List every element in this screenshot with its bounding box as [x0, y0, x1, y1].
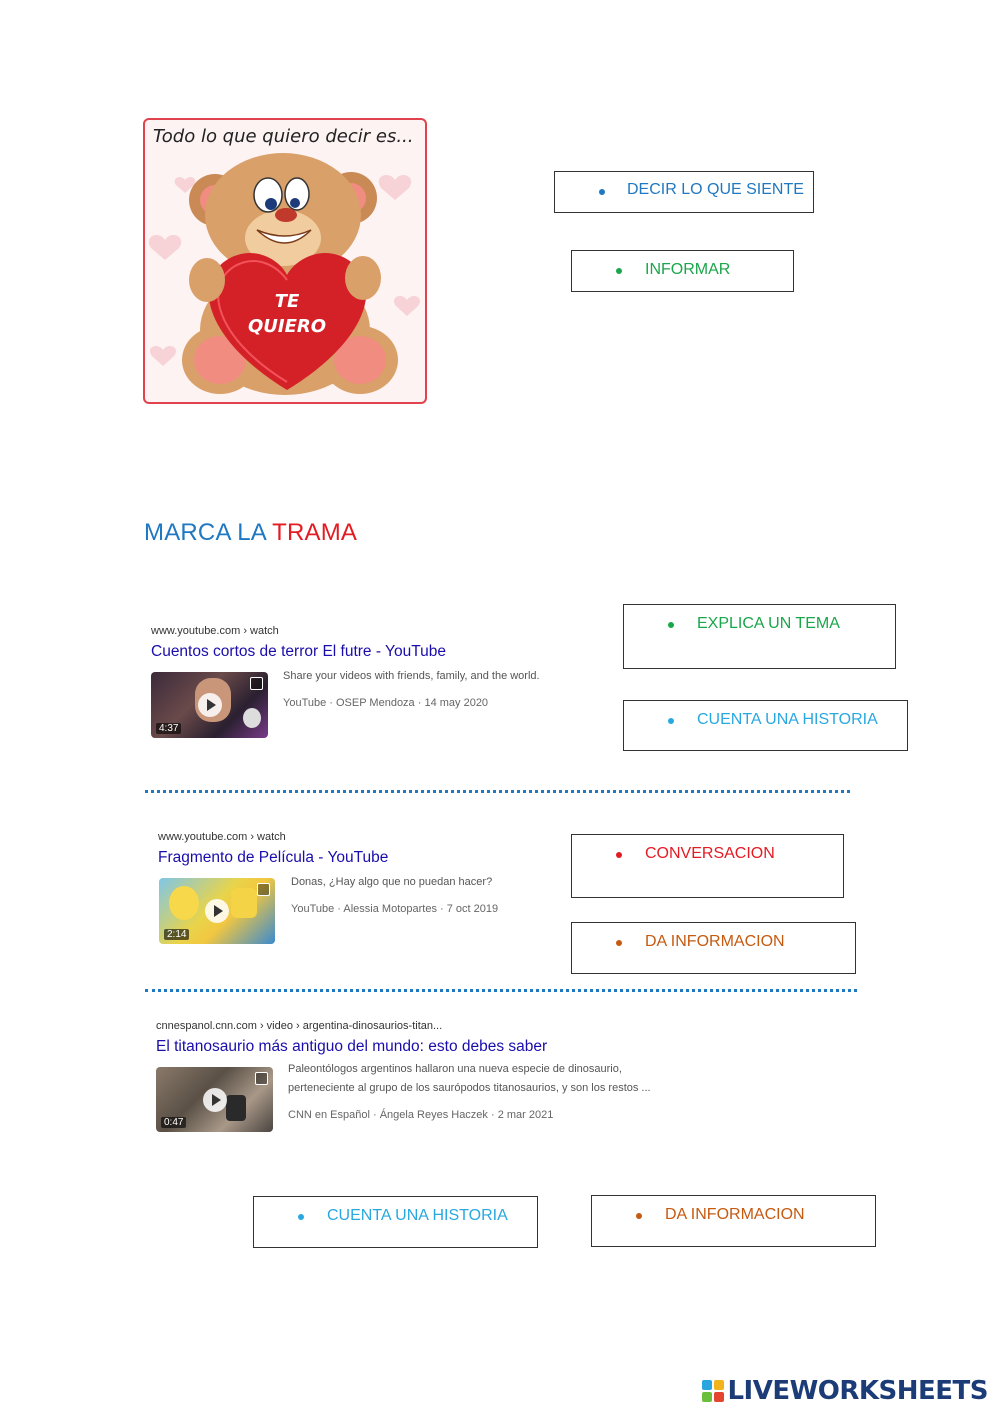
play-icon [205, 899, 229, 923]
option-da-informacion-2[interactable] [591, 1195, 876, 1247]
bullet-icon [636, 1213, 642, 1219]
result-title-link[interactable]: El titanosaurio más antiguo del mundo: esto debes saber [156, 1038, 548, 1055]
video-duration: 2:14 [164, 929, 189, 940]
liveworksheets-logo-icon [702, 1380, 724, 1402]
option-cuenta-una-historia[interactable] [623, 700, 908, 751]
video-duration: 4:37 [156, 723, 181, 734]
option-explica-un-tema[interactable] [623, 604, 896, 669]
option-label: EXPLICA UN TEMA [697, 615, 840, 632]
section-heading [144, 519, 357, 547]
video-thumbnail[interactable] [151, 672, 268, 738]
option-da-informacion[interactable] [571, 922, 856, 974]
result-url: cnnespanol.cnn.com › video › argentina-dinosaurios-titan... [156, 1020, 443, 1032]
dotted-divider [145, 790, 850, 793]
bullet-icon [298, 1214, 304, 1220]
bullet-icon [616, 940, 622, 946]
bullet-icon [616, 268, 622, 274]
heading-part2: TRAMA [272, 519, 358, 546]
search-result-1 [151, 622, 591, 742]
result-url: www.youtube.com › watch [151, 625, 279, 637]
option-informar[interactable] [571, 250, 794, 292]
expand-icon [255, 1072, 268, 1085]
expand-icon [257, 883, 270, 896]
heart-text-line1: TE [274, 291, 300, 312]
brand-name: LIVEWORKSHEETS [727, 1376, 988, 1406]
option-label: CUENTA UNA HISTORIA [697, 711, 878, 728]
result-description: Donas, ¿Hay algo que no puedan hacer? [291, 876, 493, 888]
play-icon [198, 693, 222, 717]
bullet-icon [668, 622, 674, 628]
result-description-line2: perteneciente al grupo de los saurópodos titanosaurios, y son los restos ... [288, 1082, 651, 1094]
result-title-link[interactable]: Cuentos cortos de terror El futre - YouTube [151, 643, 446, 660]
teddy-bear-image [145, 120, 427, 404]
option-label: DECIR LO QUE SIENTE [627, 181, 804, 198]
result-description: Share your videos with friends, family, and the world. [283, 670, 540, 682]
option-label: DA INFORMACION [645, 933, 785, 950]
heart-text-line2: QUIERO [247, 316, 327, 337]
result-meta: CNN en Español · Ángela Reyes Haczek · 2 mar 2021 [288, 1109, 554, 1121]
video-duration: 0:47 [161, 1117, 186, 1128]
bullet-icon [599, 189, 605, 195]
expand-icon [250, 677, 263, 690]
option-label: CONVERSACION [645, 845, 775, 862]
option-label: CUENTA UNA HISTORIA [327, 1207, 508, 1224]
result-url: www.youtube.com › watch [158, 831, 286, 843]
result-title-link[interactable]: Fragmento de Película - YouTube [158, 849, 389, 866]
result-description-line1: Paleontólogos argentinos hallaron una nueva especie de dinosaurio, [288, 1063, 622, 1075]
option-label: DA INFORMACION [665, 1206, 805, 1223]
dotted-divider [145, 989, 857, 992]
video-thumbnail[interactable] [159, 878, 275, 944]
option-cuenta-una-historia-2[interactable] [253, 1196, 538, 1248]
video-thumbnail[interactable] [156, 1067, 273, 1132]
bullet-icon [616, 852, 622, 858]
result-meta: YouTube · Alessia Motopartes · 7 oct 2019 [291, 903, 499, 915]
search-result-3 [156, 1017, 676, 1137]
search-result-2 [158, 828, 558, 948]
option-label: INFORMAR [645, 261, 731, 278]
card-title: Todo lo que quiero decir es... [153, 126, 414, 147]
play-icon [203, 1088, 227, 1112]
result-meta: YouTube · OSEP Mendoza · 14 may 2020 [283, 697, 489, 709]
liveworksheets-logo [702, 1376, 988, 1406]
bullet-icon [668, 718, 674, 724]
bear-image-card [143, 118, 427, 404]
option-conversacion[interactable] [571, 834, 844, 898]
option-decir-lo-que-siente[interactable] [554, 171, 814, 213]
heading-part1: MARCA LA [144, 519, 273, 546]
